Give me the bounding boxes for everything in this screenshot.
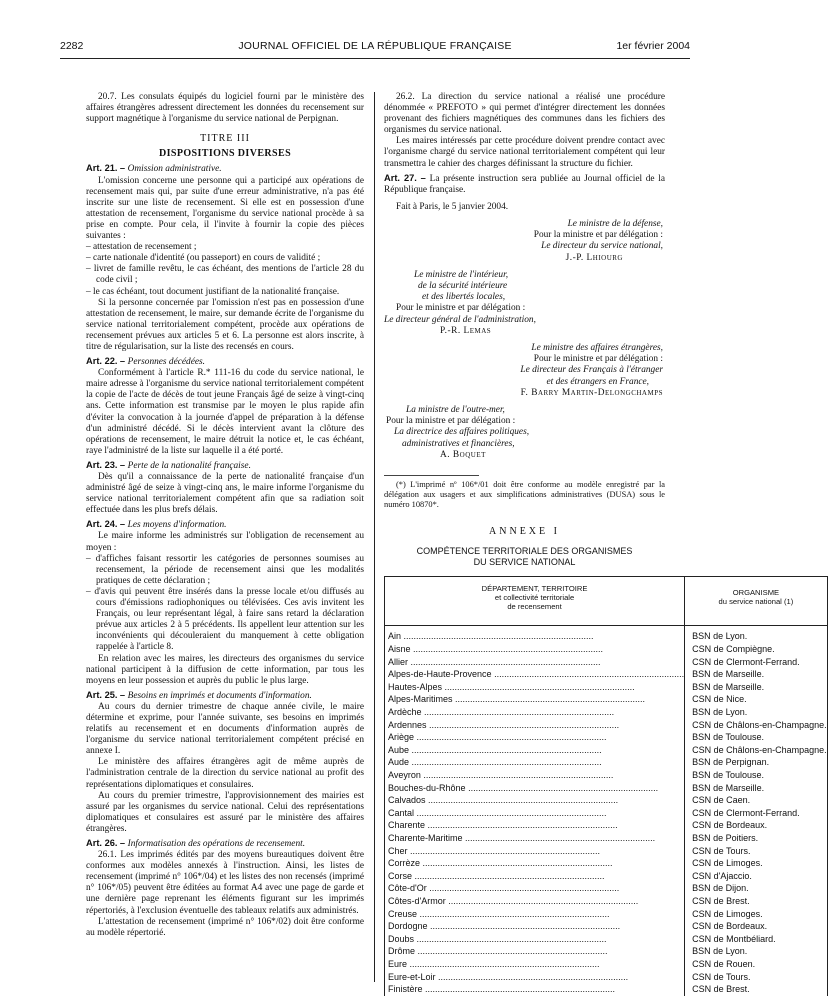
page-number: 2282 [60,40,84,52]
signature-line: Le directeur des Français à l'étranger [520,365,663,376]
table-row [385,857,828,870]
organisme-cell: CSN de Clermont-Ferrand. [685,807,828,820]
annexe-subtitle-line: COMPÉTENCE TERRITORIALE DES ORGANISMES [416,546,633,557]
signatory-name: P.-R. Lemas [440,325,492,336]
departement-cell [385,807,685,820]
table-row [385,983,828,996]
footnote: (*) L'imprimé nº 106*/01 doit être conforme au modèle enregistré par la délégation aux usagers et aux simplifications administratives (DUSA) sous le numéro 10870*. [384,480,665,509]
departement-cell [385,756,685,769]
departement-name: Côte-d'Or ..... [388,883,619,893]
departement-name: Côtes-d'Armor ..... [388,896,638,906]
dispositions-heading: DISPOSITIONS DIVERSES [158,148,292,160]
table-row [385,971,828,984]
table-row [385,668,828,681]
organisme-cell: CSN de Bordeaux. [685,819,828,832]
table-row [385,819,828,832]
organisme-cell: CSN de Tours. [685,845,828,858]
article-21-para-1: L'omission concerne une personne qui a participé aux opérations de recensement mais qui, par suite d'une erreur administrative, n'a pas été inscrite sur une liste de recensement. Si elle est en possession d'une attestation de recensement, l'organisme du service national procède à sa prise en compte. Pour cela, il l'invite à fournir la copie des pièces suivantes : [86,175,364,242]
table-row [385,706,828,719]
table-row [385,933,828,946]
table-header-row [385,577,828,626]
departement-name: Allier ..... [388,657,601,667]
article-26-para-2: L'attestation de recensement (imprimé n° 106*/02) doit être conforme au modèle répertorié. [86,916,364,938]
article-25-heading: Art. 25. – Besoins en imprimés et documents d'information. [86,689,312,701]
departement-cell [385,908,685,921]
signature-line: et des libertés locales, [422,292,506,303]
departement-cell [385,643,685,656]
departement-name: Cantal ..... [388,808,607,818]
signature-line: La ministre de l'outre-mer, [406,404,505,415]
signature-date: Fait à Paris, le 5 janvier 2004. [396,201,509,212]
article-25-para-3: Au cours du premier trimestre, l'approvisionnement des mairies est assuré par les organismes du service national. Celui des représentations diplomatiques et consulaires est assuré par le ministère des affaires étrangères. [86,790,364,834]
signature-line: Le ministre des affaires étrangères, [531,342,663,353]
list-item: – livret de famille revêtu, le cas échéant, des mentions de l'article 28 du code civil ; [86,264,364,286]
column-header-departement: DÉPARTEMENT, TERRITOIRE et collectivité territoriale de recensement [385,577,685,626]
table-row [385,832,828,845]
table-row [385,958,828,971]
column-separator [374,92,375,982]
departement-name: Alpes-de-Haute-Provence ..... [388,669,684,679]
table-row [385,845,828,858]
departement-cell [385,693,685,706]
departement-cell [385,744,685,757]
article-23-para-1: Dès qu'il a connaissance de la perte de nationalité française d'un administré âgé de seize à vingt-cinq ans, le maire informe l'organisme du service national territorialement compétent afin que sa radiation soit effectuée dans les plus brefs délais. [86,472,364,516]
departement-cell [385,706,685,719]
departement-name: Aveyron ..... [388,770,613,780]
list-item: – d'avis qui peuvent être insérés dans la presse locale et/ou diffusés au cours d'émissions radiophoniques ou télévisées. Ces avis invitent les Français, ou leur représentant légal, à faire sans retard la déclaration prévue aux articles 2 à 5 précédents. Ils appellent leur attention sur les inconvénients qui découleraient du manquement à cette obligation rappelée à l'article 8. [86,587,364,654]
organisme-cell: BSN de Marseille. [685,681,828,694]
annexe-subtitle [384,546,665,567]
article-24-heading: Art. 24. – Les moyens d'information. [86,519,227,531]
article-21-heading: Art. 21. – Omission administrative. [86,163,222,175]
departement-name: Cher ..... [388,846,600,856]
article-27: Art. 27. – La présente instruction sera publiée au Journal officiel de la République française. [384,172,665,195]
article-23-heading: Art. 23. – Perte de la nationalité française. [86,459,251,471]
departement-cell [385,656,685,669]
departement-name: Drôme ..... [388,946,608,956]
organisme-cell: BSN de Lyon. [685,626,828,643]
article-label: Art. 27. [384,172,417,183]
table-row [385,794,828,807]
article-label: Art. 21. [86,163,118,174]
departement-cell [385,845,685,858]
table-row [385,920,828,933]
titre-heading: TITRE III [200,133,250,145]
organisme-cell: CSN de Nice. [685,693,828,706]
signature-line: Le ministre de l'intérieur, [414,269,509,280]
list-item: – d'affiches faisant ressortir les catégories de personnes soumises au recensement, la période de recensement ainsi que les modalités pratiques de cette déclaration ; [86,554,364,587]
departement-cell [385,895,685,908]
signature-line: Pour le ministre et par délégation : [396,303,526,314]
departement-name: Eure-et-Loir ..... [388,972,628,982]
organisme-cell: CSN de Clermont-Ferrand. [685,656,828,669]
departement-name: Aisne ..... [388,644,603,654]
page-header [60,40,690,56]
signature-line: Pour la ministre et par délégation : [386,416,516,427]
departement-cell [385,870,685,883]
article-25-para-1: Au cours du dernier trimestre de chaque année civile, le maire détermine et exprime, pour l'année suivante, ses besoins en imprimés relatifs au recensement et en documents d'information auprès de l'organisme du service national territorialement compétent précisé en annexe I. [86,701,364,757]
article-title: Omission administrative. [127,164,222,175]
article-label: Art. 26. [86,838,118,848]
list-item: – carte nationale d'identité (ou passeport) en cours de validité ; [86,253,364,264]
departement-name: Charente-Maritime ..... [388,833,655,843]
departement-cell [385,731,685,744]
annexe-subtitle-line: DU SERVICE NATIONAL [473,556,576,567]
para-26-2b: Les maires intéressés par cette procédure doivent prendre contact avec l'organisme chargé du service national territorialement compétent qui leur transmettra le cahier des charges définissant la structure du fichier. [384,136,665,169]
organisme-cell: BSN de Perpignan. [685,756,828,769]
table-row [385,756,828,769]
table-row [385,882,828,895]
header-rule [60,58,690,59]
signatory-name: F. Barry Martin-Delongchamps [520,387,663,398]
signature-block-outre-mer [384,405,665,461]
article-label: Art. 23. [86,459,118,470]
list-item: – le cas échéant, tout document justifiant de la nationalité française. [86,287,364,298]
departement-name: Ariège ..... [388,732,607,742]
signature-line: et des étrangers en France, [546,376,649,387]
departement-cell [385,626,685,643]
left-column [86,92,364,939]
column-header-organisme: ORGANISME du service national (1) [685,577,828,626]
departement-cell [385,958,685,971]
organisme-cell: BSN de Toulouse. [685,731,828,744]
article-22-para-1: Conformément à l'article R.* 111-16 du code du service national, le maire adresse à l'organisme du service national territorialement compétent la copie de l'acte de décès de tout jeune Français âgé de seize à vingt-cinq ans. Cette information est transmise par le moyen le plus rapide afin d'éviter la convocation à la journée d'appel de préparation à la défense d'un administré décédé. Si le décès intervient avant la clôture des opérations de recensement, le maire détruit la notice et, le cas échéant, raye l'administré de la liste sur laquelle il a été porté. [86,368,364,456]
table-row [385,895,828,908]
article-24-list [86,554,364,654]
signature-line: Pour la ministre et par délégation : [533,230,663,241]
organisme-cell: BSN de Lyon. [685,945,828,958]
departement-name: Eure ..... [388,959,600,969]
departement-name: Aube ..... [388,745,602,755]
issue-date: 1er février 2004 [616,40,690,52]
organisme-cell: CSN de Limoges. [685,908,828,921]
departement-cell [385,719,685,732]
departement-cell [385,933,685,946]
organisme-cell: BSN de Lyon. [685,706,828,719]
departement-name: Ain ..... [388,631,594,641]
article-title: Besoins en imprimés et documents d'information. [127,690,312,701]
organisme-cell: CSN de Châlons-en-Champagne. [685,719,828,732]
departement-name: Corrèze ..... [388,858,613,868]
departement-cell [385,882,685,895]
list-item: – attestation de recensement ; [86,242,364,253]
table-body [385,626,828,996]
article-25-para-2: Le ministère des affaires étrangères agit de même auprès de l'administration centrale de la direction du service national au profit des représentations diplomatiques et consulaires. [86,757,364,790]
signature-line: Pour le ministre et par délégation : [533,354,663,365]
signature-block-interieur [384,270,665,337]
article-27-text: La présente instruction sera publiée au Journal officiel de la République française. [384,173,665,195]
departement-cell [385,668,685,681]
annexe-title: ANNEXE I [489,526,560,537]
departement-cell [385,681,685,694]
para-26-2a: 26.2. La direction du service national a réalisé une procédure dénommée « PREFOTO » qui permet d'intégrer directement les données provenant des fichiers magnétiques des communes dans les fichiers des organismes du service national. [384,92,665,136]
article-22-heading: Art. 22. – Personnes décédées. [86,356,205,368]
departement-name: Calvados ..... [388,795,618,805]
signatory-name: A. Boquet [440,449,486,460]
organisme-cell: BSN de Dijon. [685,882,828,895]
signature-block-defense [384,219,665,264]
departement-name: Ardèche ..... [388,707,614,717]
departement-name: Hautes-Alpes ..... [388,682,635,692]
table-row [385,719,828,732]
article-26-para-1: 26.1. Les imprimés édités par des moyens bureautiques doivent être conformes aux modèles annexés à l'instruction. Ainsi, les listes de recensement (imprimé n° 106*/04) et les listes des non recensés (imprimé n° 106*/05) peuvent être éditées au format A4 avec une page de garde et une dernière page reprenant les éléments figurant sur les imprimés répertoriés, à l'exclusion éventuelle des tableaux relatifs aux administrés. [86,850,364,916]
signature-line: La directrice des affaires politiques, [394,427,530,438]
signature-line: administratives et financières, [402,438,515,449]
organisme-cell: CSN d'Ajaccio. [685,870,828,883]
article-21-list [86,242,364,297]
organisme-cell: BSN de Poitiers. [685,832,828,845]
departement-cell [385,832,685,845]
table-row [385,693,828,706]
organisme-cell: BSN de Marseille. [685,668,828,681]
organisme-cell: BSN de Marseille. [685,782,828,795]
table-row [385,643,828,656]
organisme-cell: CSN de Montbéliard. [685,933,828,946]
organisme-cell: CSN de Tours. [685,971,828,984]
departement-name: Charente ..... [388,820,618,830]
signature-line: de la sécurité intérieure [418,280,508,291]
article-21-para-2: Si la personne concernée par l'omission n'est pas en possession d'une attestation de recensement, le maire, sur demande écrite de l'organisme du service national territorialement compétent, procède aux opérations de recensement prévues aux articles 5 et 6. La personne est alors inscrite, à titre de régularisation, sur la liste des recensés en cours. [86,297,364,352]
signatory-name: J.-P. Lhiourg [565,252,623,263]
table-row [385,744,828,757]
table-row [385,626,828,643]
departement-cell [385,769,685,782]
article-title: Les moyens d'information. [127,520,227,531]
table-row [385,731,828,744]
departement-cell [385,857,685,870]
table-row [385,945,828,958]
table-row [385,769,828,782]
departement-cell [385,971,685,984]
signature-line: Le ministre de la défense, [567,218,663,229]
departement-cell [385,794,685,807]
departement-cell [385,782,685,795]
table-row [385,656,828,669]
organisme-cell: CSN de Caen. [685,794,828,807]
table-row [385,908,828,921]
article-label: Art. 22. [86,356,118,367]
departement-name: Dordogne ..... [388,921,620,931]
organisme-cell: CSN de Rouen. [685,958,828,971]
signature-line: Le directeur général de l'administration, [384,314,536,325]
signature-block-affaires-etrangeres [384,343,665,399]
organisme-cell: CSN de Châlons-en-Champagne. [685,744,828,757]
table-row [385,681,828,694]
departement-cell [385,945,685,958]
article-24-para-2: En relation avec les maires, les directeurs des organismes du service national participent à la diffusion de cette information, par tous les moyens en leur possession et auprès du public le plus large. [86,653,364,686]
article-title: Perte de la nationalité française. [127,460,251,471]
departement-name: Corse ..... [388,871,605,881]
organisme-cell: CSN de Compiègne. [685,643,828,656]
organisme-cell: CSN de Bordeaux. [685,920,828,933]
departement-name: Bouches-du-Rhône ..... [388,783,658,793]
organisme-cell: CSN de Brest. [685,983,828,996]
journal-title: JOURNAL OFFICIEL DE LA RÉPUBLIQUE FRANÇAISE [238,40,512,52]
article-label: Art. 25. [86,689,118,700]
departement-name: Ardennes ..... [388,720,619,730]
organisme-cell: BSN de Toulouse. [685,769,828,782]
organisme-cell: CSN de Brest. [685,895,828,908]
article-24-para-1: Le maire informe les administrés sur l'obligation de recensement au moyen : [86,531,364,553]
departement-name: Creuse ..... [388,909,610,919]
departement-cell [385,819,685,832]
departement-name: Finistère ..... [388,984,615,994]
article-26-heading: Art. 26. – Informatisation des opérations de recensement. [86,838,306,849]
departement-cell [385,920,685,933]
departement-name: Aude ..... [388,757,602,767]
competence-table [384,576,828,996]
footnote-rule [384,475,479,476]
right-column [384,92,827,996]
article-title: Personnes décédées. [127,357,205,368]
departement-name: Doubs ..... [388,934,607,944]
para-20-7: 20.7. Les consulats équipés du logiciel fourni par le ministère des affaires étrangères adressent directement les données du recensement sur support magnétique à l'organisme du service national de Perpignan. [86,92,364,125]
table-row [385,807,828,820]
article-title: Informatisation des opérations de recensement. [127,839,306,849]
organisme-cell: CSN de Limoges. [685,857,828,870]
article-label: Art. 24. [86,519,118,530]
departement-name: Alpes-Maritimes ..... [388,694,645,704]
signature-line: Le directeur du service national, [541,241,663,252]
table-row [385,782,828,795]
table-row [385,870,828,883]
departement-cell [385,983,685,996]
